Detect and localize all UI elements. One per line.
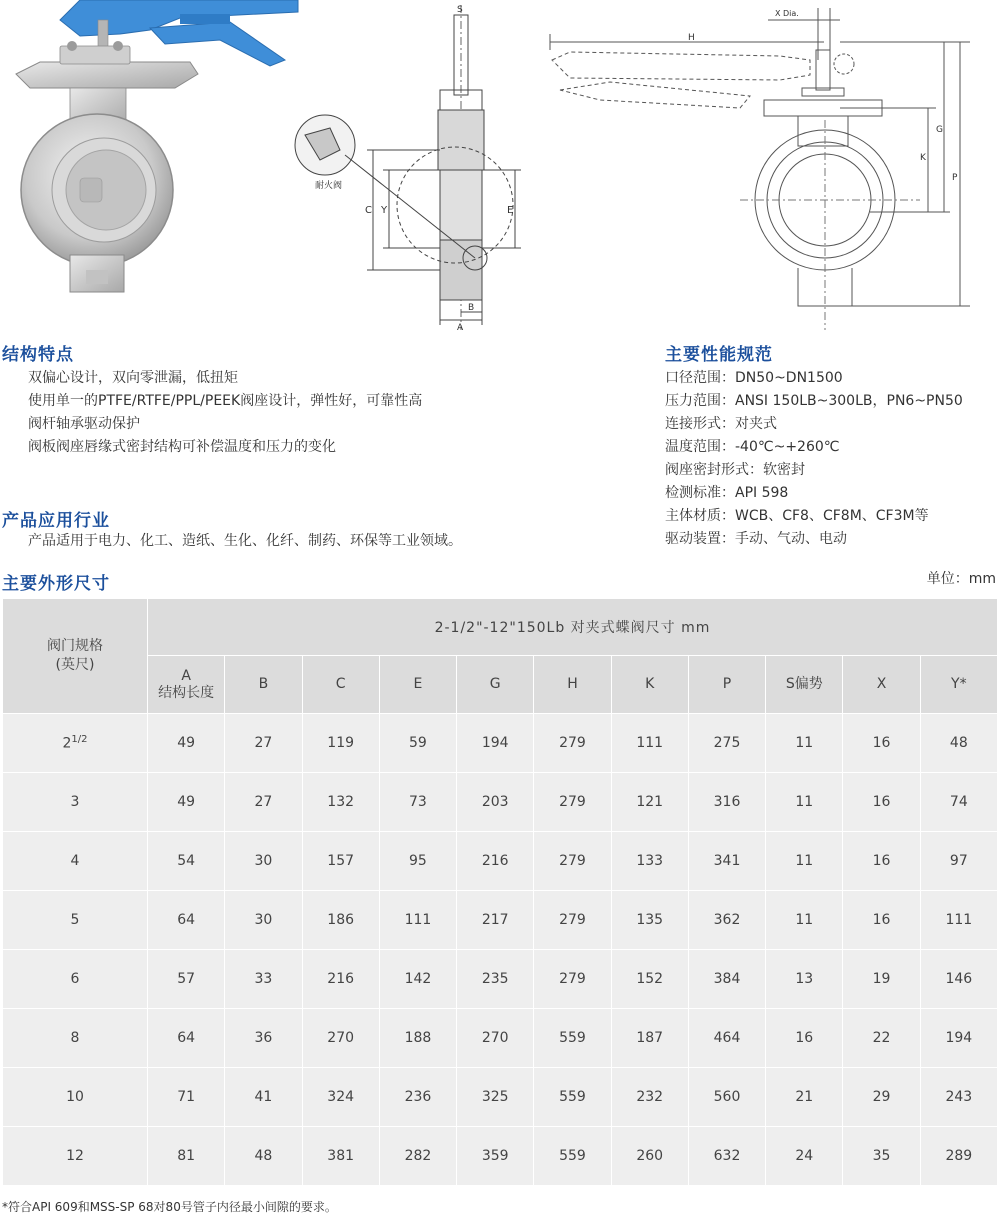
front-view-drawing: [540, 0, 1000, 330]
dimension-cell: 243: [920, 1068, 997, 1127]
dimension-cell: 64: [148, 891, 225, 950]
dimensions-heading: 主要外形尺寸: [2, 574, 110, 594]
dimension-cell: 384: [688, 950, 765, 1009]
column-header: K: [611, 656, 688, 714]
dim-y-label: Y: [381, 205, 388, 216]
dimension-cell: 279: [534, 773, 611, 832]
dimension-cell: 142: [379, 950, 456, 1009]
dimension-cell: 362: [688, 891, 765, 950]
dimension-cell: 119: [302, 714, 379, 773]
valve-size-cell: 6: [3, 950, 148, 1009]
feature-item: 阀板阀座唇缘式密封结构可补偿温度和压力的变化: [28, 439, 336, 455]
dimensions-table: [2, 598, 998, 1186]
spec-item: 驱动装置：手动、气动、电动: [665, 531, 847, 547]
dimension-cell: 157: [302, 832, 379, 891]
dimension-cell: 81: [148, 1127, 225, 1186]
size-fraction: 1/2: [71, 734, 88, 746]
valve-size-cell: 5: [3, 891, 148, 950]
section-drawing: [285, 0, 545, 330]
valve-size-cell: 10: [3, 1068, 148, 1127]
dimension-cell: 216: [457, 832, 534, 891]
dimension-cell: 57: [148, 950, 225, 1009]
dimension-cell: 133: [611, 832, 688, 891]
footnote: *符合API 609和MSS-SP 68对80号管子内径最小间隙的要求。: [2, 1200, 337, 1214]
dimension-cell: 74: [920, 773, 997, 832]
dimension-cell: 279: [534, 832, 611, 891]
column-header: C: [302, 656, 379, 714]
dimension-cell: 135: [611, 891, 688, 950]
dimensions-table-body: [3, 714, 998, 1186]
valve-photo: [0, 0, 300, 330]
dim-g-label: G: [936, 125, 943, 135]
dimension-cell: 632: [688, 1127, 765, 1186]
dimension-cell: 13: [766, 950, 843, 1009]
feature-item: 双偏心设计，双向零泄漏，低扭矩: [28, 370, 238, 386]
dimension-cell: 24: [766, 1127, 843, 1186]
dimension-cell: 194: [457, 714, 534, 773]
dimension-cell: 16: [843, 773, 920, 832]
dimension-cell: 19: [843, 950, 920, 1009]
table-row: [3, 950, 998, 1009]
table-row: [3, 773, 998, 832]
column-header: X: [843, 656, 920, 714]
column-a-letter: A: [181, 667, 191, 684]
unit-label: 单位：mm: [926, 571, 996, 587]
dimension-cell: 111: [611, 714, 688, 773]
dimension-cell: 316: [688, 773, 765, 832]
dimension-cell: 559: [534, 1009, 611, 1068]
dimension-cell: 64: [148, 1009, 225, 1068]
dimension-cell: 97: [920, 832, 997, 891]
dimension-cell: 279: [534, 891, 611, 950]
spec-item: 检测标准：API 598: [665, 485, 789, 501]
dim-x-label: X Dia.: [775, 9, 799, 18]
dimension-cell: 341: [688, 832, 765, 891]
feature-item: 使用单一的PTFE/RTFE/PPL/PEEK阀座设计，弹性好，可靠性高: [28, 393, 423, 409]
dimension-cell: 111: [379, 891, 456, 950]
dimension-cell: 289: [920, 1127, 997, 1186]
dimension-cell: 16: [843, 714, 920, 773]
dimension-cell: 270: [302, 1009, 379, 1068]
dimension-cell: 559: [534, 1068, 611, 1127]
spec-item: 主体材质：WCB、CF8、CF8M、CF3M等: [665, 508, 929, 524]
dimension-cell: 11: [766, 773, 843, 832]
dim-e-label: E: [507, 205, 514, 216]
dimension-cell: 48: [920, 714, 997, 773]
column-header: H: [534, 656, 611, 714]
dimension-cell: 270: [457, 1009, 534, 1068]
dimension-cell: 27: [225, 773, 302, 832]
dim-k-label: K: [920, 153, 926, 163]
dim-h-label: H: [688, 33, 695, 43]
table-row: [3, 832, 998, 891]
dimension-cell: 324: [302, 1068, 379, 1127]
dimension-cell: 203: [457, 773, 534, 832]
dimension-cell: 282: [379, 1127, 456, 1186]
dimension-cell: 216: [302, 950, 379, 1009]
dimension-cell: 30: [225, 832, 302, 891]
dimension-cell: 560: [688, 1068, 765, 1127]
spec-item: 阀座密封形式：软密封: [665, 462, 805, 478]
dimension-cell: 279: [534, 950, 611, 1009]
dimension-cell: 279: [534, 714, 611, 773]
valve-size-cell: 12: [3, 1127, 148, 1186]
dimension-cell: 236: [379, 1068, 456, 1127]
column-header-a: [148, 656, 225, 714]
dimension-cell: 359: [457, 1127, 534, 1186]
spec-item: 温度范围：-40℃~+260℃: [665, 439, 840, 455]
column-header: Y*: [920, 656, 997, 714]
dimension-cell: 59: [379, 714, 456, 773]
dimension-cell: 11: [766, 891, 843, 950]
dimension-cell: 16: [843, 832, 920, 891]
dimension-cell: 381: [302, 1127, 379, 1186]
fire-safe-label: 耐火阀: [315, 181, 343, 191]
dimension-cell: 16: [843, 891, 920, 950]
dimension-cell: 146: [920, 950, 997, 1009]
size-column-header: [3, 599, 148, 714]
dimension-cell: 29: [843, 1068, 920, 1127]
dimension-cell: 73: [379, 773, 456, 832]
column-header: B: [225, 656, 302, 714]
dim-s-label: S: [457, 5, 463, 15]
valve-size-cell: 3: [3, 773, 148, 832]
applications-text: 产品适用于电力、化工、造纸、生化、化纤、制药、环保等工业领域。: [28, 533, 462, 549]
dimension-cell: 275: [688, 714, 765, 773]
valve-size-cell: 8: [3, 1009, 148, 1068]
table-row: [3, 1009, 998, 1068]
size-header-line2: (英尺): [55, 657, 95, 673]
dimension-cell: 11: [766, 832, 843, 891]
column-header: G: [457, 656, 534, 714]
dimension-cell: 217: [457, 891, 534, 950]
dimension-cell: 36: [225, 1009, 302, 1068]
applications-heading: 产品应用行业: [2, 511, 110, 531]
table-row: [3, 891, 998, 950]
table-row: [3, 1068, 998, 1127]
dimension-cell: 71: [148, 1068, 225, 1127]
dimension-cell: 27: [225, 714, 302, 773]
dimension-cell: 48: [225, 1127, 302, 1186]
features-list: [28, 367, 422, 459]
dim-b-label: B: [468, 303, 475, 313]
dimension-cell: 21: [766, 1068, 843, 1127]
specs-heading: 主要性能规范: [665, 345, 773, 365]
table-title: 2-1/2"-12"150Lb 对夹式蝶阀尺寸 mm: [148, 599, 998, 656]
dimension-cell: 232: [611, 1068, 688, 1127]
dimension-cell: 260: [611, 1127, 688, 1186]
feature-item: 阀杆轴承驱动保护: [28, 416, 140, 432]
dimension-cell: 111: [920, 891, 997, 950]
dimension-cell: 16: [766, 1009, 843, 1068]
dimension-cell: 54: [148, 832, 225, 891]
dimension-cell: 35: [843, 1127, 920, 1186]
column-header: S偏势: [766, 656, 843, 714]
spec-item: 连接形式：对夹式: [665, 416, 777, 432]
dimension-cell: 11: [766, 714, 843, 773]
dimension-cell: 194: [920, 1009, 997, 1068]
dimension-cell: 464: [688, 1009, 765, 1068]
dim-p-label: P: [952, 173, 958, 183]
dimension-cell: 121: [611, 773, 688, 832]
dimension-cell: 187: [611, 1009, 688, 1068]
valve-size-cell: 4: [3, 832, 148, 891]
specs-list: [665, 367, 963, 551]
size-whole: 2: [62, 735, 72, 752]
dimension-cell: 41: [225, 1068, 302, 1127]
dimension-cell: 33: [225, 950, 302, 1009]
dimension-cell: 49: [148, 773, 225, 832]
features-heading: 结构特点: [2, 345, 74, 365]
dimension-cell: 30: [225, 891, 302, 950]
dim-c-label: C: [365, 205, 372, 216]
column-header: E: [379, 656, 456, 714]
spec-item: 口径范围：DN50~DN1500: [665, 370, 843, 386]
valve-size-cell: [3, 714, 148, 773]
dimension-cell: 325: [457, 1068, 534, 1127]
table-row: [3, 714, 998, 773]
dimension-cell: 152: [611, 950, 688, 1009]
dimension-cell: 559: [534, 1127, 611, 1186]
dimension-cell: 22: [843, 1009, 920, 1068]
dimension-cell: 188: [379, 1009, 456, 1068]
dimension-cell: 186: [302, 891, 379, 950]
spec-item: 压力范围：ANSI 150LB~300LB，PN6~PN50: [665, 393, 963, 409]
dimension-cell: 235: [457, 950, 534, 1009]
size-header-line1: 阀门规格: [47, 638, 103, 654]
dimension-cell: 49: [148, 714, 225, 773]
column-a-desc: 结构长度: [158, 684, 215, 701]
dim-a-label: A: [457, 323, 464, 330]
table-row: [3, 1127, 998, 1186]
figure-row: [0, 0, 1000, 330]
dimension-cell: 95: [379, 832, 456, 891]
dimension-cell: 132: [302, 773, 379, 832]
column-header: P: [688, 656, 765, 714]
